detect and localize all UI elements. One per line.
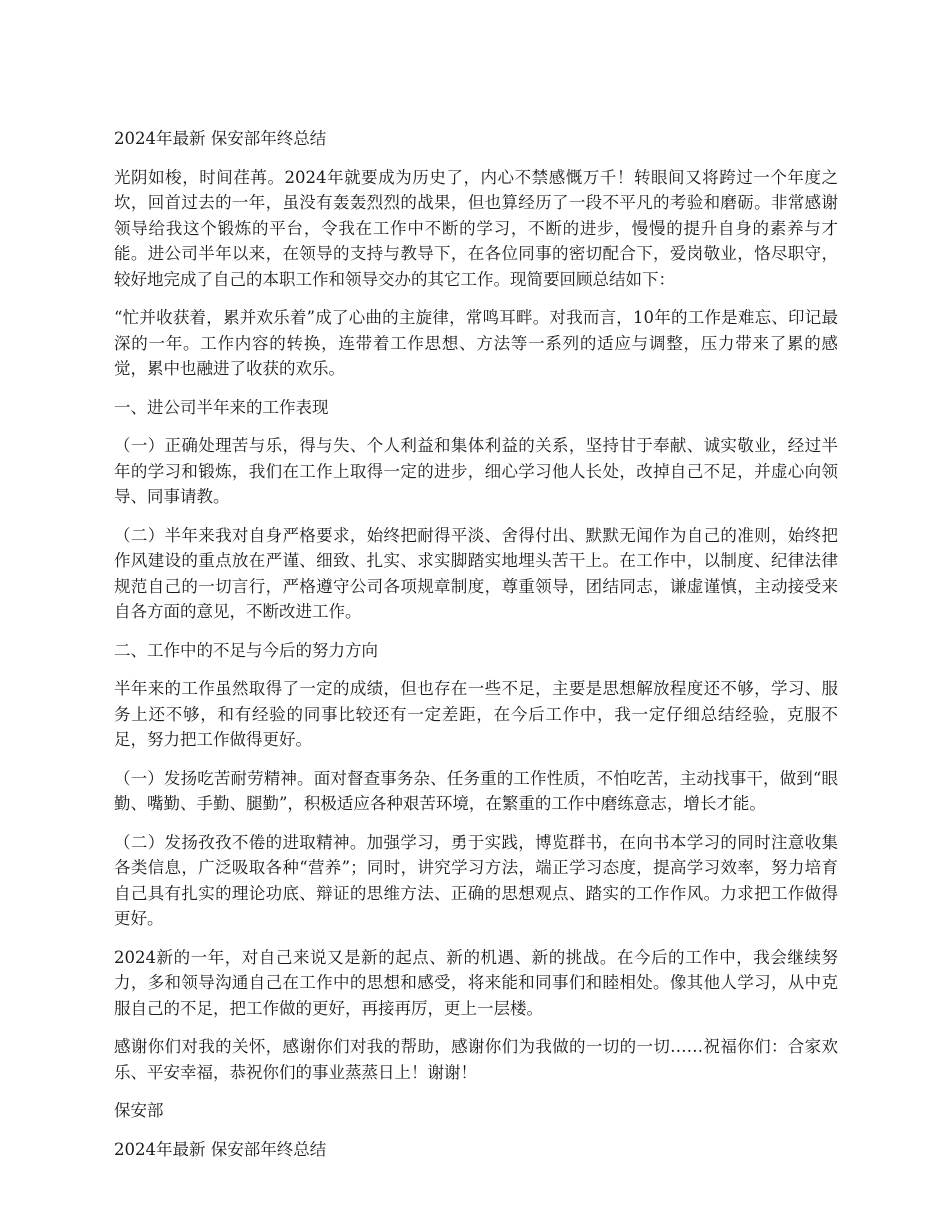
section1-item1: （一）正确处理苦与乐，得与失、个人利益和集体利益的关系，坚持甘于奉献、诚实敬业，经过半年的学习和锻炼，我们在工作上取得一定的进步，细心学习他人长处，改掉自己不足，并虚心向领导、同事请教。 [114, 436, 838, 506]
document-page [114, 126, 838, 1162]
section1-heading: 一、进公司半年来的工作表现 [114, 397, 329, 417]
thanks-paragraph: 感谢你们对我的关怀，感谢你们对我的帮助，感谢你们为我做的一切的一切……祝福你们：合家欢乐、平安幸福，恭祝你们的事业蒸蒸日上！谢谢！ [114, 1037, 838, 1082]
section1-item2: （二）半年来我对自身严格要求，始终把耐得平淡、舍得付出、默默无闻作为自己的准则，始终把作风建设的重点放在严谨、细致、扎实、求实脚踏实地埋头苦干上。在工作中，以制度、纪律法律规范自己的一切言行，严格遵守公司各项规章制度，尊重领导，团结同志，谦虚谨慎，主动接受来自各方面的意见，不断改进工作。 [114, 525, 838, 621]
section2-heading: 二、工作中的不足与今后的努力方向 [114, 640, 378, 660]
future-paragraph: 2024新的一年，对自己来说又是新的起点、新的机遇、新的挑战。在今后的工作中，我会继续努力，多和领导沟通自己在工作中的思想和感受，将来能和同事们和睦相处。像其他人学习，从中克服自己的不足，把工作做的更好，再接再厉，更上一层楼。 [114, 947, 838, 1018]
document-title: 2024年最新 保安部年终总结 [114, 129, 327, 148]
section2-item2: （二）发扬孜孜不倦的进取精神。加强学习，勇于实践，博览群书，在向书本学习的同时注意收集各类信息，广泛吸取各种“营养”；同时，讲究学习方法，端正学习态度，提高学习效率，努力培育自己具有扎实的理论功底、辩证的思维方法、正确的思想观点、踏实的工作作风。力求把工作做得更好。 [114, 832, 838, 928]
footer-title: 2024年最新 保安部年终总结 [114, 1139, 327, 1159]
section2-item1: （一）发扬吃苦耐劳精神。面对督查事务杂、任务重的工作性质，不怕吃苦，主动找事干，做到“眼勤、嘴勤、手勤、腿勤”，积极适应各种艰苦环境，在繁重的工作中磨练意志，增长才能。 [114, 768, 838, 813]
signature: 保安部 [114, 1101, 164, 1120]
section2-intro: 半年来的工作虽然取得了一定的成绩，但也存在一些不足，主要是思想解放程度还不够，学习、服务上还不够，和有经验的同事比较还有一定差距，在今后工作中，我一定仔细总结经验，克服不足，努力把工作做得更好。 [114, 679, 838, 749]
reflection-paragraph: “忙并收获着，累并欢乐着”成了心曲的主旋律，常鸣耳畔。对我而言，10年的工作是难忘、印记最深的一年。工作内容的转换，连带着工作思想、方法等一系列的适应与调整，压力带来了累的感觉，累中也融进了收获的欢乐。 [114, 308, 838, 378]
intro-paragraph: 光阴如梭，时间荏苒。2024年就要成为历史了，内心不禁感慨万千！转眼间又将跨过一个年度之坎，回首过去的一年，虽没有轰轰烈烈的战果，但也算经历了一段不平凡的考验和磨砺。非常感谢领导给我这个锻炼的平台，令我在工作中不断的学习，不断的进步，慢慢的提升自身的素养与才能。进公司半年以来，在领导的支持与教导下，在各位同事的密切配合下，爱岗敬业，恪尽职守，较好地完成了自己的本职工作和领导交办的其它工作。现简要回顾总结如下： [114, 167, 838, 289]
